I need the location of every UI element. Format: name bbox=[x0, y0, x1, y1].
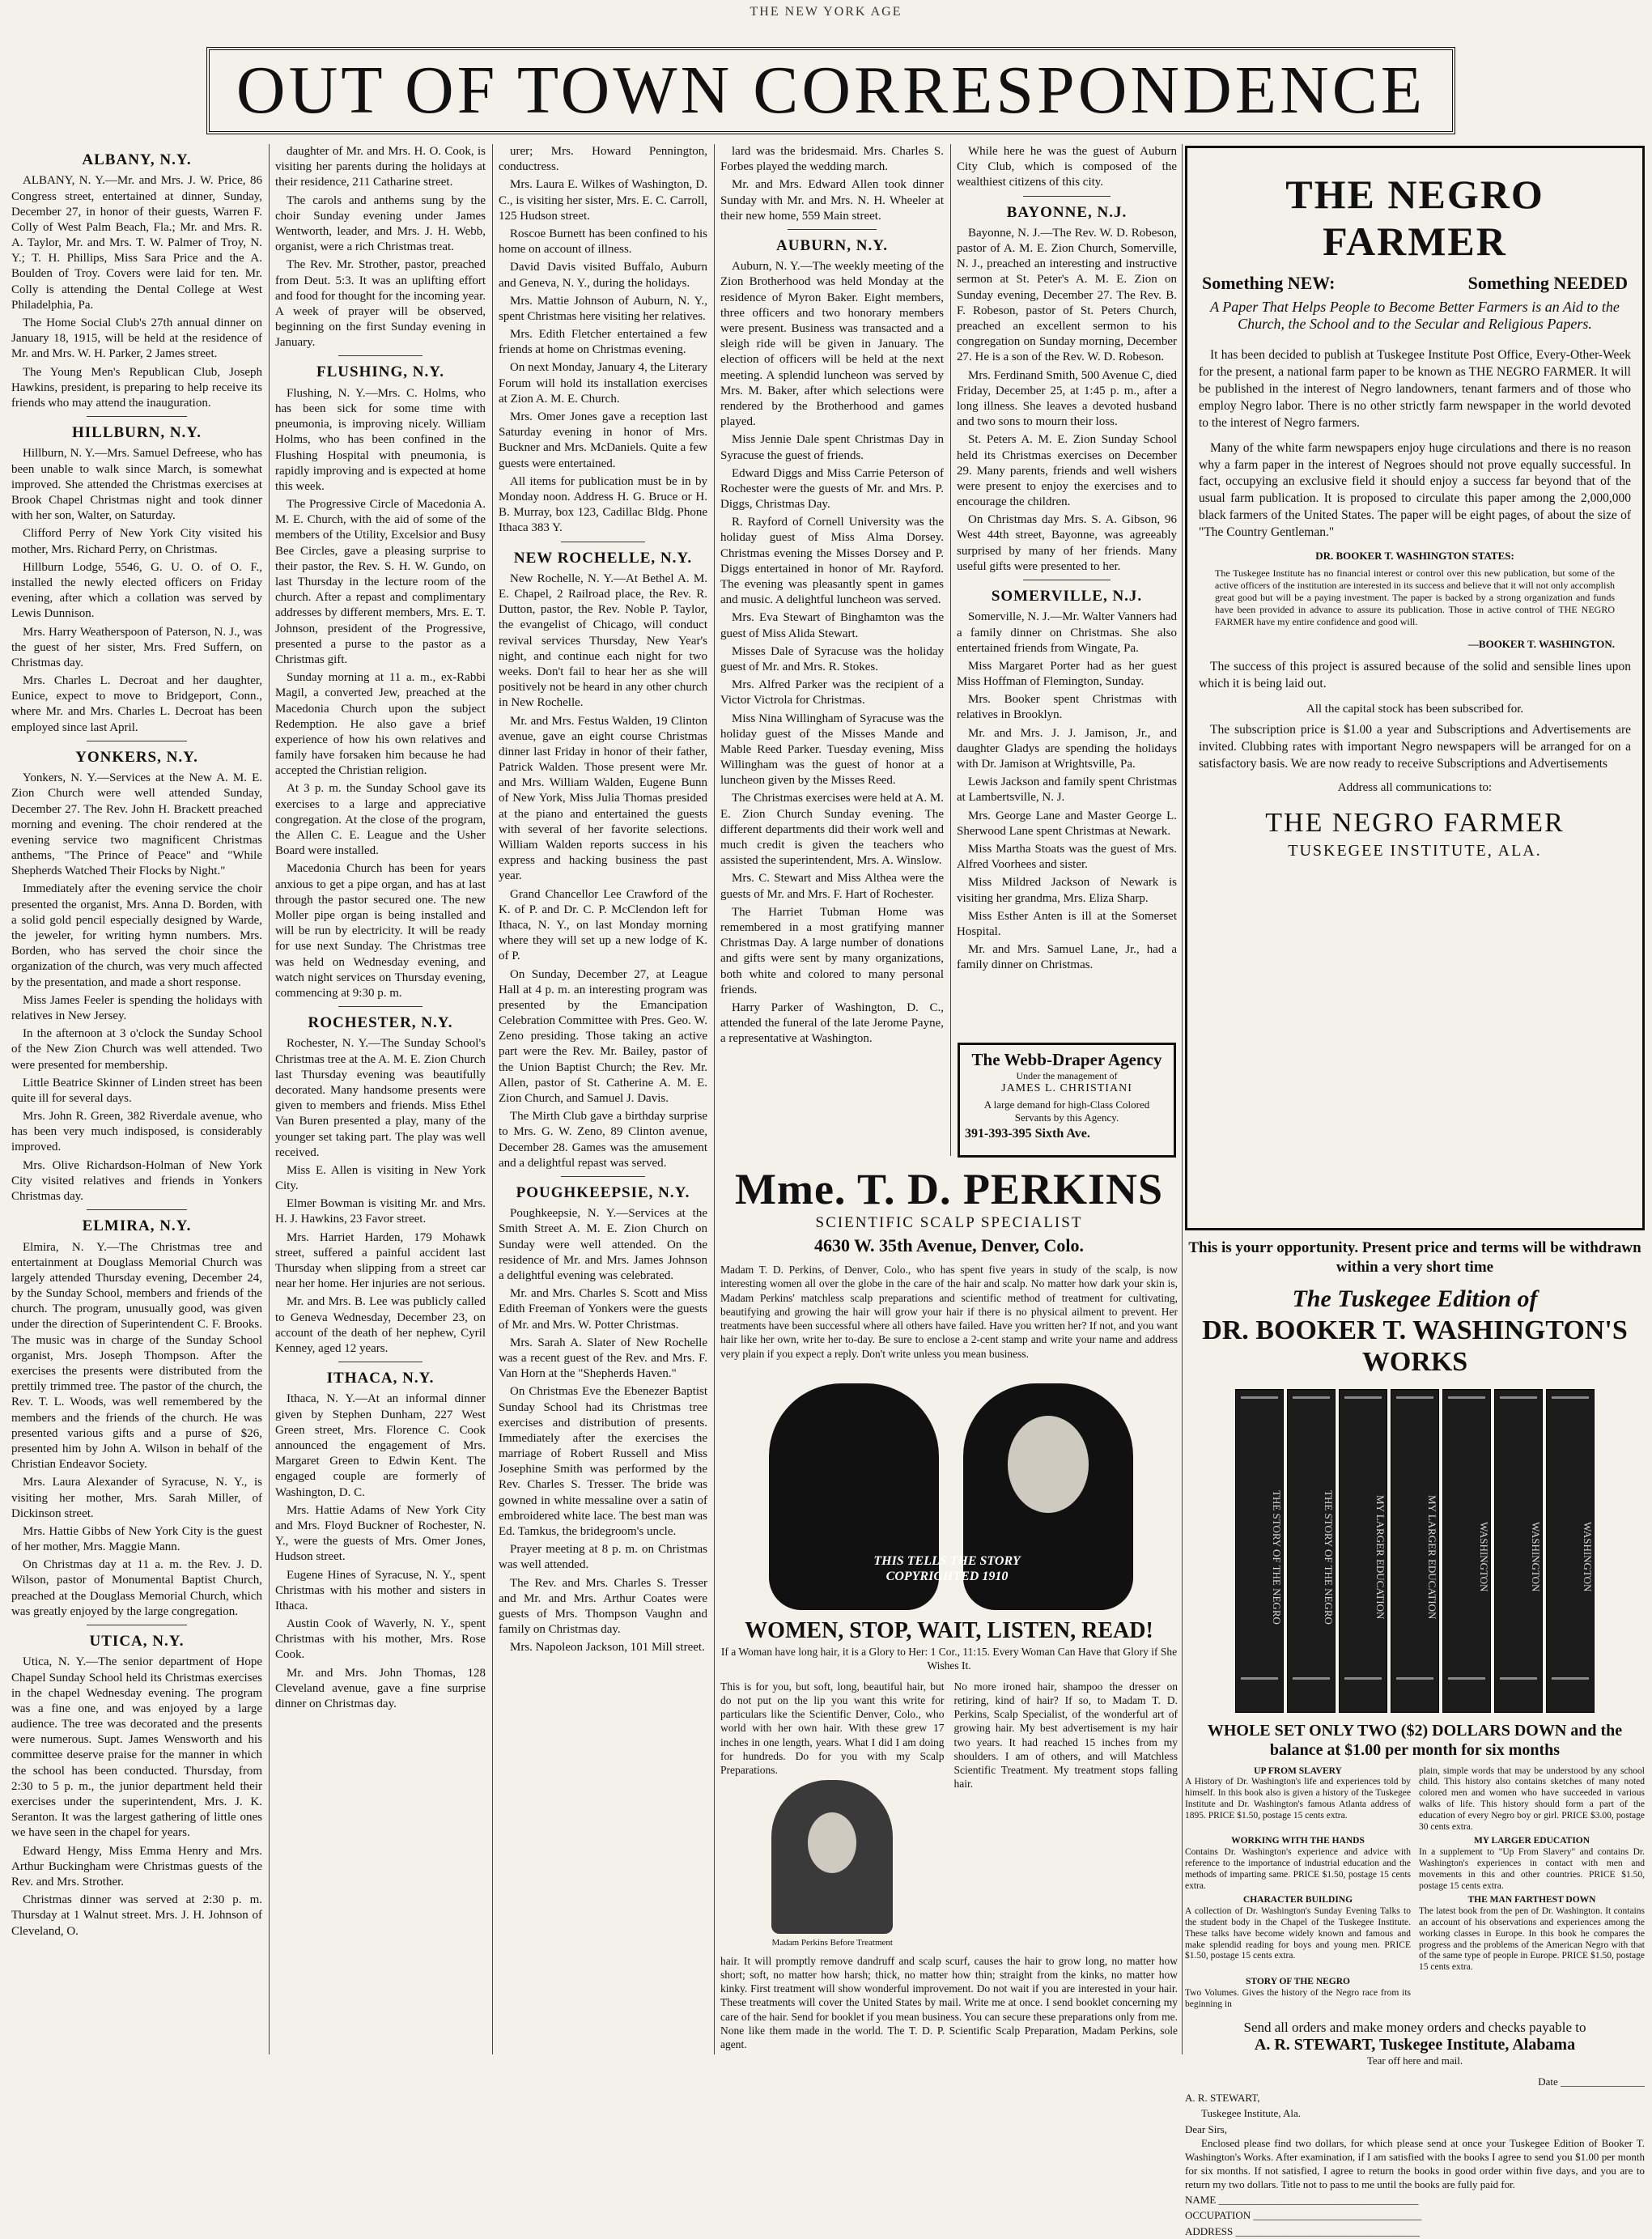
webb-body: A large demand for high-Class Colored Servants by this Agency. bbox=[983, 1098, 1150, 1124]
news-paragraph: Poughkeepsie, N. Y.—Services at the Smith Street A. M. E. Zion Church on Sunday were well attended. On the residence of Mr. and Mrs. James Johnson a delightful evening was celebrated. bbox=[499, 1207, 707, 1282]
washington-signature: —BOOKER T. WASHINGTON. bbox=[1467, 638, 1615, 651]
news-paragraph: The Mirth Club gave a birthday surprise to Mrs. G. W. Zeno, 89 Clinton avenue, December 28. Games was the amusement and a delightful repast was served. bbox=[499, 1110, 707, 1170]
news-paragraph: Rochester, N. Y.—The Sunday School's Christmas tree at the A. M. E. Zion Church last Thursday evening was beautifully decorated. Many handsome presents were given to members and friends. Miss Ethel Van Buren presented a play, many of the younger set taking part. The play was well received. bbox=[275, 1037, 486, 1159]
dateline: AUBURN, N.Y. bbox=[776, 236, 888, 254]
running-header: THE NEW YORK AGE bbox=[750, 5, 902, 19]
news-paragraph: ALBANY, N. Y.—Mr. and Mrs. J. W. Price, 86 Congress street, entertained at dinner, Sunday, December 27, in honor of their guests, Warren F. Colly of West Palm Beach, Fla.; Mr. and Mrs. R. A. Taylor, Mr. and Mrs. T. W. Palmer of Troy, N. Y.; T. H. Phillips, Miss Sara Price and the A. Boulden of Troy. Covers were laid for ten. Mr. Colly is attending the Dental College at West Philadelphia, Pa. bbox=[11, 174, 262, 312]
news-paragraph: Mr. and Mrs. Samuel Lane, Jr., had a family dinner on Christmas. bbox=[957, 943, 1177, 972]
address-label: Address all communications to: bbox=[1337, 781, 1493, 794]
news-paragraph: Mrs. Omer Jones gave a reception last Saturday evening in honor of Mrs. Buckner and Mrs. McDaniels. Quite a few guests were entertained. bbox=[499, 410, 707, 470]
news-paragraph: Misses Dale of Syracuse was the holiday guest of Mr. and Mrs. R. Stokes. bbox=[720, 644, 944, 673]
book-description bbox=[1185, 1977, 1411, 2010]
news-paragraph: Miss Mildred Jackson of Newark is visiting her grandma, Mrs. Eliza Sharp. bbox=[957, 876, 1177, 905]
dateline: BAYONNE, N.J. bbox=[1006, 203, 1128, 221]
news-paragraph: Bayonne, N. J.—The Rev. W. D. Robeson, pastor of A. M. E. Zion Church, Somerville, N. J., preached an interesting and instructive sermon at St. Peter's A. M. E. Zion on Sunday evening, December 27. The Rev. B. F. Robeson, pastor of St. Peters Church, preached an excellent sermon to his congregation on Sunday morning, December 27. He is a son of the Rev. W. D. Robeson. bbox=[957, 226, 1177, 364]
news-paragraph: Mrs. Edith Fletcher entertained a few friends at home on Christmas evening. bbox=[499, 328, 707, 357]
news-paragraph: Christmas dinner was served at 2:30 p. m. Thursday at 1 Walnut street. Mrs. J. H. Johnson of Cleveland, O. bbox=[11, 1893, 262, 1938]
book-description bbox=[1419, 1766, 1645, 1833]
washington-statement: The Tuskegee Institute has no financial interest or control over this new publication, but some of the active officers of the institution are interested in its success and believe that it will not only accomplish great good but will be a paying investment. The paper is backed by a strong organization and funds have been provided in advance to assure its publication. Those in active control of THE NEGRO FARMER have my entire confidence and good will. bbox=[1215, 567, 1615, 628]
news-paragraph: In the afternoon at 3 o'clock the Sunday School of the New Zion Church was well attended. Two were presented for membership. bbox=[11, 1027, 262, 1072]
column-rule bbox=[714, 144, 715, 2054]
news-paragraph: Mr. and Mrs. John Thomas, 128 Cleveland avenue, gave a fine surprise dinner on Christmas day. bbox=[275, 1666, 486, 1710]
perkins-intro: Madam T. D. Perkins, of Denver, Colo., who has spent five years in study of the scalp, is now interesting women all over the globe in the care of the hair and scalp. No matter how dark your skin is, Madam Perkins' matchless scalp preparations and scientific method of treatment for cultivating, beautifying and growing the hair will grow your hair if there is no physical ailment to prevent. Her treatments have been successful where all others have failed. Have you written her? If not, and you want hair like her own, write her to-day. Be sure to enclose a 2-cent stamp and write your name and address very plain if you expect a reply. Don't write unless you mean business. bbox=[720, 1264, 1178, 1360]
book-spine: WASHINGTON bbox=[1546, 1389, 1595, 1713]
dateline: FLUSHING, N.Y. bbox=[316, 363, 444, 381]
dateline: POUGHKEEPSIE, N.Y. bbox=[516, 1183, 690, 1201]
news-paragraph: lard was the bridesmaid. Mrs. Charles S. Forbes played the wedding march. bbox=[720, 145, 944, 174]
column-rule bbox=[1182, 144, 1183, 2054]
news-paragraph: Miss Esther Anten is ill at the Somerset Hospital. bbox=[957, 909, 1177, 938]
works-title: DR. BOOKER T. WASHINGTON'S WORKS bbox=[1202, 1315, 1628, 1377]
news-paragraph: Eugene Hines of Syracuse, N. Y., spent Christmas with his mother and sisters in Ithaca. bbox=[275, 1568, 486, 1612]
news-paragraph: On next Monday, January 4, the Literary Forum will hold its installation exercises at Zion A. M. E. Church. bbox=[499, 361, 707, 406]
payee-line: A. R. STEWART, Tuskegee Institute, Alabama bbox=[1254, 2036, 1576, 2054]
news-paragraph: Mrs. Alfred Parker was the recipient of a Victor Victrola for Christmas. bbox=[720, 678, 944, 707]
news-paragraph: Utica, N. Y.—The senior department of Hope Chapel Sunday School held its Christmas exercises in the chapel Wednesday evening. The program was a fine one, and was enjoyed by a large audience. The tree was decorated and the presents were numerous. Supt. James Wensworth and his committee deserve praise for the manner in which the school has been conducted. Thursday, from 2:30 to 5 p. m., the junior department held their exercises under the superintendent, Mrs. J. K. Seranton. It was the largest gathering of little ones we have seen in the chapel for years. bbox=[11, 1655, 262, 1840]
section-separator bbox=[788, 229, 877, 230]
news-paragraph: Mrs. Laura Alexander of Syracuse, N. Y., is visiting her mother, Mrs. Sarah Miller, of Dickinson street. bbox=[11, 1476, 262, 1520]
news-paragraph: Prayer meeting at 8 p. m. on Christmas was well attended. bbox=[499, 1543, 707, 1572]
news-paragraph: Mrs. Laura E. Wilkes of Washington, D. C., is visiting her sister, Mrs. E. C. Carroll, 125 Hudson street. bbox=[499, 178, 707, 223]
negro-farmer-title: THE NEGRO FARMER bbox=[1285, 172, 1544, 264]
book-spine: WASHINGTON bbox=[1494, 1389, 1543, 1713]
perkins-right-text: No more ironed hair, shampoo the dresser on retiring, kind of hair? If so, to Madam T. D. Perkins, Scalp Specialist, of the wonderful art of growing hair. My best advertisement is my hair two years. It had reached 15 inches from my shoulders. I am of others, and will Matchless Scientific Treatment. My treatment stops falling hair. bbox=[953, 1680, 1178, 1791]
news-paragraph: Mrs. Ferdinand Smith, 500 Avenue C, died Friday, December 25, at 1:45 p. m., after a long illness. She leaves a devoted husband and two sons to mourn their loss. bbox=[957, 368, 1177, 429]
webb-draper-agency-ad bbox=[958, 1043, 1176, 1158]
news-paragraph: The Rev. and Mrs. Charles S. Tresser and Mr. and Mrs. Arthur Coates were guests of Mrs. Thompson Vaughn and family on Christmas day. bbox=[499, 1576, 707, 1637]
column-rule bbox=[950, 144, 951, 1156]
news-column-4 bbox=[720, 144, 944, 1156]
news-column-2 bbox=[275, 144, 486, 2054]
dateline: NEW ROCHELLE, N.Y. bbox=[513, 549, 693, 567]
section-separator bbox=[338, 1006, 423, 1007]
news-paragraph: On Sunday, December 27, at League Hall at 4 p. m. an interesting program was presented by the Emancipation Celebration Committee with Pres. Geo. W. Zeno presiding. Those taking an active part were the Rev. Mr. Bailey, pastor of the Union Baptist Church; the Rev. Mr. Allen, pastor of St. Catherine A. M. E. Zion Church, and Samuel J. Davis. bbox=[499, 967, 707, 1105]
webb-address: 391-393-395 Sixth Ave. bbox=[965, 1127, 1090, 1141]
news-paragraph: Mr. and Mrs. J. J. Jamison, Jr., and daughter Gladys are spending the holidays with Dr. Jamison at Wrightsville, Pa. bbox=[957, 726, 1177, 771]
perkins-left-text: This is for you, but soft, long, beautiful hair, but do not put on the lip you want this write for particulars like the Scientific Denver, Colo., who world with her own hair. With these grew 17 inches in one length, years. What I did I am doing for hundreds. Do for you with my Scalp Preparations. Madam Perkins Before Treatment bbox=[720, 1680, 945, 1948]
news-paragraph: Flushing, N. Y.—Mrs. C. Holms, who has been sick for some time with pneumonia, is improving nicely. William Holms, who has been confined in the Flushing Hospital with pneumonia, is rapidly improving and is expected at home this week. bbox=[275, 386, 486, 493]
section-separator bbox=[561, 1176, 644, 1177]
news-paragraph: Mrs. Eva Stewart of Binghamton was the guest of Miss Alida Stewart. bbox=[720, 611, 944, 640]
book-title: WORKING WITH THE HANDS bbox=[1231, 1836, 1365, 1846]
book-spine: WASHINGTON bbox=[1442, 1389, 1491, 1713]
book-description bbox=[1419, 1895, 1645, 1973]
news-paragraph: Miss Nina Willingham of Syracuse was the holiday guest of the Misses Mande and Mable Reed Parker. Tuesday evening, Miss Willingham was the guest of honor at a luncheon given by the Misses Reed. bbox=[720, 712, 944, 788]
news-paragraph: R. Rayford of Cornell University was the holiday guest of Miss Alma Dorsey. Christmas evening the Misses Dorsey and P. Diggs entertained in honor of Mr. Rayford. The evening was pleasantly spent in games and music. A delightful luncheon was served. bbox=[720, 516, 944, 607]
washington-works-ad bbox=[1185, 1238, 1645, 2237]
news-paragraph: New Rochelle, N. Y.—At Bethel A. M. E. Chapel, 2 Railroad place, the Rev. R. Dutton, pastor, the Rev. Noble P. Taylor, the evangelist of Chicago, will conduct revival services Thursday, New Year's night, and continue each night for two weeks. Don't fail to hear her as she will positively not be heard in any other church in New Rochelle. bbox=[499, 571, 707, 710]
book-title: STORY OF THE NEGRO bbox=[1246, 1977, 1350, 1987]
send-orders-line: Send all orders and make money orders and checks payable to bbox=[1243, 2020, 1586, 2036]
news-paragraph: Austin Cook of Waverly, N. Y., spent Christmas with his mother, Mrs. Rose Cook. bbox=[275, 1617, 486, 1662]
book-title: CHARACTER BUILDING bbox=[1242, 1895, 1353, 1905]
news-paragraph: Yonkers, N. Y.—Services at the New A. M. E. Zion Church were well attended Sunday, December 27. The Rev. John H. Brackett preached morning and evening. The choir rendered at the evening service two magnificent Christmas anthems, "The Prince of Peace" and "While Shepherds Watched Their Flocks by Night." bbox=[11, 771, 262, 878]
negro-farmer-tagline: Something NEW: Something NEEDED bbox=[1202, 273, 1628, 293]
book-set-image bbox=[1185, 1389, 1645, 1713]
news-paragraph: Roscoe Burnett has been confined to his home on account of illness. bbox=[499, 227, 707, 257]
tear-off-line: Tear off here and mail. bbox=[1366, 2054, 1463, 2067]
dateline: ALBANY, N.Y. bbox=[82, 151, 192, 168]
dateline: ELMIRA, N.Y. bbox=[82, 1217, 192, 1235]
news-paragraph: On Christmas Eve the Ebenezer Baptist Sunday School had its Christmas tree exercises and distribution of presents. Immediately after the exercises the marriage of Robert Russell and Miss Josephine Smith was performed by the Rev. Charles S. Tresser. The bride was gowned in white messaline over a satin of embroidered white lace. The best man was Ed. Tamkus, the bridegroom's uncle. bbox=[499, 1385, 707, 1538]
news-paragraph: The carols and anthems sung by the choir Sunday evening under James Wentworth, leader, and Mrs. J. H. Webb, organist, were a rich Christmas treat. bbox=[275, 193, 486, 254]
book-title: MY LARGER EDUCATION bbox=[1473, 1836, 1590, 1846]
dateline: ITHACA, N.Y. bbox=[326, 1370, 435, 1387]
news-paragraph: St. Peters A. M. E. Zion Sunday School held its Christmas exercises on December 29. Many parents, friends and well wishers were present to enjoy the exercises and to encourage the children. bbox=[957, 433, 1177, 509]
news-paragraph: David Davis visited Buffalo, Auburn and Geneva, N. Y., during the holidays. bbox=[499, 261, 707, 290]
section-masthead: OUT OF TOWN CORRESPONDENCE bbox=[206, 47, 1455, 134]
section-separator bbox=[87, 416, 187, 417]
news-paragraph: Mrs. Harry Weatherspoon of Paterson, N. J., was the guest of her sister, Mrs. Fred Suffern, on Christmas day. bbox=[11, 625, 262, 669]
news-paragraph: Mr. and Mrs. B. Lee was publicly called to Geneva Wednesday, December 23, on account of the death of her nephew, Cyril Kenney, aged 12 years. bbox=[275, 1295, 486, 1355]
book-spine: THE STORY OF THE NEGRO bbox=[1235, 1389, 1284, 1713]
news-paragraph: While here he was the guest of Auburn City Club, which is composed of the wealthiest citizens of this city. bbox=[957, 145, 1177, 189]
form-occupation-field[interactable]: OCCUPATION ________________________________ bbox=[1185, 2209, 1422, 2222]
news-paragraph: Hillburn Lodge, 5546, G. U. O. of O. F., installed the newly elected officers on Friday evening, after which a collation was served by Lewis Dunnison. bbox=[11, 560, 262, 621]
book-description bbox=[1185, 1766, 1411, 1833]
news-paragraph: On Christmas day Mrs. S. A. Gibson, 96 West 44th street, Bayonne, was agreeably surprised by many of her friends. Many useful gifts were presented to her. bbox=[957, 513, 1177, 573]
book-description bbox=[1185, 1836, 1411, 1892]
news-paragraph: Mrs. George Lane and Master George L. Sherwood Lane spent Christmas at Newark. bbox=[957, 809, 1177, 838]
dateline: ROCHESTER, N.Y. bbox=[308, 1014, 453, 1032]
news-paragraph: urer; Mrs. Howard Pennington, conductress. bbox=[499, 145, 707, 174]
portrait-caption: Madam Perkins Before Treatment bbox=[771, 1938, 893, 1948]
book-descriptions bbox=[1185, 1766, 1645, 2011]
book-spine: THE STORY OF THE NEGRO bbox=[1287, 1389, 1336, 1713]
news-paragraph: Macedonia Church has been for years anxious to get a pipe organ, and has at last through the pastor secured one. The new Moller pipe organ is being installed and will be run by electricity. It will be ready for use next Sunday. The Christmas tree was held on Wednesday evening, and watch night services on Thursday evening, commencing at 9:30 p. m. bbox=[275, 862, 486, 1000]
negro-farmer-ad bbox=[1185, 146, 1645, 1230]
news-paragraph: All items for publication must be in by Monday noon. Address H. G. Bruce or H. B. Murray, box 123, Cadillac Bldg. Phone Ithaca 383 Y. bbox=[499, 474, 707, 535]
news-paragraph: Grand Chancellor Lee Crawford of the K. of P. and Dr. C. P. McClendon left for Ithaca, N. Y., on last Monday morning where they will set up a new lodge of K. of P. bbox=[499, 887, 707, 963]
negro-farmer-body: It has been decided to publish at Tuskegee Institute Post Office, Every-Other-Week for the present, a national farm paper to be known as THE NEGRO FARMER. It will be published in the interest of Negro landowners, tenant farmers and of those who employ Negro labor. There is no other strictly farm newspaper in the world devoted to the interest of Negro farmers. Many of the white farm newspapers enjoy huge circulations and there is no reason why a farm paper in the interest of Negroes should not prove equally successful. In fact, occupying an exclusive field it should enjoy a success far beyond that of the usual farm publication. It is proposed to circulate this paper among the 2,000,000 black farmers of the United States. The paper will be eight pages, of about the size of "The Country Gentleman." bbox=[1199, 348, 1631, 540]
perkins-footer-text: hair. It will promptly remove dandruff and scalp scurf, causes the hair to grow long, no matter how short; soft, no matter how harsh; thick, no matter how thin; straight from the kinks, no matter how kinky. First treatment will show wonderful improvement. Do not wait if you are interested in your hair. These treatments will cover the United States by mail. Write me at once. I send booklet concerning my care of the hair. Send for booklet if you mean business. You can secure these preparations only from me. None like them made in the world. The T. D. P. Scientific Scalp Preparation, Madam Perkins, sole agent. bbox=[720, 1954, 1178, 2051]
news-paragraph: Mrs. Mattie Johnson of Auburn, N. Y., spent Christmas here visiting her relatives. bbox=[499, 294, 707, 323]
news-paragraph: The Young Men's Republican Club, Joseph Hawkins, president, is preparing to help receive its friends who may attend the inauguration. bbox=[11, 365, 262, 410]
news-paragraph: Miss Martha Stoats was the guest of Mrs. Alfred Voorhees and sister. bbox=[957, 842, 1177, 872]
book-description bbox=[1185, 1895, 1411, 1973]
news-paragraph: Mrs. Charles L. Decroat and her daughter, Eunice, expect to move to Bridgeport, Conn., where Mr. and Mrs. Charles L. Decroat has been employed since last April. bbox=[11, 674, 262, 734]
negro-farmer-address-2: TUSKEGEE INSTITUTE, ALA. bbox=[1288, 842, 1542, 860]
opportunity-line: This is yourr opportunity. Present price and terms will be withdrawn within a very short time bbox=[1188, 1239, 1641, 1276]
book-description bbox=[1419, 1836, 1645, 1892]
news-paragraph: Miss Margaret Porter had as her guest Miss Hoffman of Flemington, Sunday. bbox=[957, 659, 1177, 689]
book-text: A History of Dr. Washington's life and experiences told by himself. In this book also is given a history of the Tuskegee Institute and Dr. Washington's famous Atlanta address of 1895. PRICE $1.50, postage 15 cents extra. bbox=[1185, 1777, 1411, 1821]
news-paragraph: The Rev. Mr. Strother, pastor, preached from Deut. 5:3. It was an uplifting effort and food for thought for the incoming year. A week of prayer will be observed, beginning on the first Sunday evening in January. bbox=[275, 258, 486, 350]
news-paragraph: The Christmas exercises were held at A. M. E. Zion Church Sunday evening. The different departments did their work well and much credit is given the teachers who assisted the superintendent, Mrs. A. Winslow. bbox=[720, 792, 945, 868]
webb-title: The Webb-Draper Agency bbox=[971, 1050, 1162, 1069]
dateline: HILLBURN, N.Y. bbox=[71, 424, 202, 442]
news-paragraph: Edward Diggs and Miss Carrie Peterson of Rochester were the guests of Mr. and Mrs. P. Diggs, Christmas Day. bbox=[720, 466, 944, 512]
book-text: A collection of Dr. Washington's Sunday Evening Talks to the student body in the Chapel of the Tuskegee Institute. These talks have become widely known and famous and make splendid reading for boys and young men. PRICE $1.50, postage 15 cents extra. bbox=[1185, 1906, 1411, 1961]
webb-under: Under the management of bbox=[1016, 1070, 1118, 1081]
form-date[interactable]: Date ________________ bbox=[1538, 2075, 1645, 2088]
perkins-subtitle: SCIENTIFIC SCALP SPECIALIST bbox=[815, 1214, 1083, 1231]
news-paragraph: Somerville, N. J.—Mr. Walter Vanners had a family dinner on Christmas. She also entertained friends from Wingate, Pa. bbox=[957, 610, 1177, 655]
news-paragraph: Ithaca, N. Y.—At an informal dinner given by Stephen Dunham, 227 West Green street, Mrs. Florence C. Cook announced the engagement of Mrs. Margaret Green to Edwin Kent. The engaged couple are formerly of Washington, D. C. bbox=[275, 1392, 486, 1499]
perkins-portrait-image bbox=[771, 1780, 893, 1934]
news-paragraph: Mrs. Sarah A. Slater of New Rochelle was a recent guest of the Rev. and Mrs. F. Van Horn at the "Shepherds Haven." bbox=[499, 1336, 707, 1381]
column-rule bbox=[492, 144, 493, 2054]
news-paragraph: Mrs. Hattie Gibbs of New York City is the guest of her mother, Mrs. Maggie Mann. bbox=[11, 1524, 262, 1554]
edition-line: The Tuskegee Edition of bbox=[1292, 1285, 1538, 1312]
negro-farmer-closing: The success of this project is assured because of the solid and sensible lines upon which it is being laid out. All the capital stock has been subscribed for. The subscription price is $1.00 a year and Subscriptions and Advertisements are invited. Clubbing rates with important Negro newspapers will be arranged for on a satisfactory basis. We are now ready to receive Subscriptions and Advertisements bbox=[1199, 660, 1631, 771]
book-title: THE MAN FARTHEST DOWN bbox=[1467, 1895, 1596, 1905]
perkins-hair-photos bbox=[720, 1367, 1178, 1610]
news-paragraph: The Progressive Circle of Macedonia A. M. E. Church, with the aid of some of the members of the Utility, Excelsior and Busy Bee Circles, gave a pleasing surprise to their pastor, the Rev. S. H. W. Gundo, on last Thursday in the lecture room of the church. After a repast and complimentary addresses by different members, Mrs. E. T. Johnson, president of the Progressive, presented a purse to the pastor as a Christmas gift. bbox=[275, 498, 486, 666]
book-spine: MY LARGER EDUCATION bbox=[1391, 1389, 1439, 1713]
news-paragraph: Little Beatrice Skinner of Linden street has been quite ill for several days. bbox=[11, 1076, 262, 1105]
news-paragraph: Mrs. Harriet Harden, 179 Mohawk street, suffered a painful accident last Thursday when slipping from a street car near her home. Her injuries are not serious. bbox=[275, 1230, 486, 1291]
negro-farmer-intro: A Paper That Helps People to Become Better Farmers is an Aid to the Church, the School and to the Secular and Religious Papers. bbox=[1210, 299, 1620, 332]
book-title: UP FROM SLAVERY bbox=[1254, 1765, 1342, 1776]
news-paragraph: Miss E. Allen is visiting in New York City. bbox=[275, 1163, 486, 1193]
dateline: YONKERS, N.Y. bbox=[75, 748, 198, 766]
news-paragraph: Clifford Perry of New York City visited his mother, Mrs. Richard Perry, on Christmas. bbox=[11, 527, 262, 556]
price-line: WHOLE SET ONLY TWO ($2) DOLLARS DOWN and the balance at $1.00 per month for six months bbox=[1207, 1721, 1623, 1759]
perkins-quote: If a Woman have long hair, it is a Glory to Her: 1 Cor., 11:15. Every Woman Can Have that Glory if She Wishes It. bbox=[720, 1645, 1178, 1672]
news-paragraph: Mrs. John R. Green, 382 Riverdale avenue, who has been very much indisposed, is considerably improved. bbox=[11, 1110, 262, 1154]
form-name-field[interactable]: NAME ______________________________________ bbox=[1185, 2193, 1419, 2206]
news-paragraph: daughter of Mr. and Mrs. H. O. Cook, is visiting her parents during the holidays at their residence, 211 Catharine street. bbox=[275, 145, 486, 189]
news-paragraph: The Home Social Club's 27th annual dinner on January 18, 1915, will be held at the residence of Mr. and Mrs. W. H. Parker, 2 James street. bbox=[11, 317, 262, 361]
order-form: Date ________________ A. R. STEWART, Tuskegee Institute, Ala. Dear Sirs, Enclosed please find two dollars, for which please send at once your Tuskegee Edition of Booker T. Washington's Works. After examination, if I am satisfied with the books I agree to send you $1.00 per month for six months. If not satisfied, I agree to return the books in good order within five days, and you are to return my two dollars. Title not to pass to me until the books are fully paid for. NAME ______________________________________ OCCUPATION ________________________________ ADDRESS ___________________________________ bbox=[1185, 2074, 1645, 2239]
news-paragraph: Edward Hengy, Miss Emma Henry and Mrs. Arthur Buckingham were Christmas guests of the Rev. and Mrs. Strother. bbox=[11, 1844, 262, 1888]
news-paragraph: Lewis Jackson and family spent Christmas at Lambertsville, N. J. bbox=[957, 775, 1177, 805]
news-paragraph: Hillburn, N. Y.—Mrs. Samuel Defreese, who has been unable to walk since March, is somewhat improved. She attended the Christmas exercises at Brook Chapel Christmas night and took dinner with her son, Walter, on Saturday. bbox=[11, 447, 262, 523]
news-paragraph: Mr. and Mrs. Charles S. Scott and Miss Edith Freeman of Yonkers were the guests of Mr. and Mrs. W. Potter Christmas. bbox=[499, 1287, 707, 1332]
book-text: In a supplement to "Up From Slavery" and contains Dr. Washington's experiences in contact with men and movements in this and other countries. PRICE $1.50, postage 15 cents extra. bbox=[1419, 1847, 1645, 1891]
book-text: plain, simple words that may be understood by any school child. This history also contains sketches of many noted colored men and women who have succeeded in various walks of life. This history should form a part of the education of every Negro boy or girl. PRICE $3.00, postage 30 cents extra. bbox=[1419, 1765, 1645, 1832]
news-paragraph: Sunday morning at 11 a. m., ex-Rabbi Magil, a converted Jew, preached at the Macedonia Church upon the subject Redemption. He also gave a brief experience of how his own relatives and family have forsaken him because he had accepted the Christian religion. bbox=[275, 671, 486, 778]
news-paragraph: Mrs. Olive Richardson-Holman of New York City visited relatives and friends in Yonkers Christmas day. bbox=[11, 1158, 262, 1203]
news-paragraph: The Harriet Tubman Home was remembered in a most gratifying manner Christmas Day. A large number of donations and gifts were sent by many organizations, both white and colored to many personal friends. bbox=[720, 905, 944, 996]
perkins-body-columns bbox=[720, 1680, 1178, 1949]
statement-head: DR. BOOKER T. WASHINGTON STATES: bbox=[1315, 550, 1514, 563]
perkins-name: Mme. T. D. PERKINS bbox=[735, 1165, 1163, 1213]
news-paragraph: At 3 p. m. the Sunday School gave its exercises to a large and appreciative congregation. At the close of the program, the Allen C. E. League and the Usher Board were installed. bbox=[275, 782, 486, 858]
section-separator bbox=[338, 355, 423, 356]
book-spine: MY LARGER EDUCATION bbox=[1339, 1389, 1387, 1713]
webb-manager: JAMES L. CHRISTIANI bbox=[1001, 1082, 1132, 1094]
news-paragraph: Mrs. Hattie Adams of New York City and Mrs. Floyd Buckner of Rochester, N. Y., were the guests of Mrs. Omer Jones, Hudson street. bbox=[275, 1503, 486, 1564]
form-address-field[interactable]: ADDRESS ___________________________________ bbox=[1185, 2224, 1420, 2237]
news-paragraph: Elmer Bowman is visiting Mr. and Mrs. H. J. Hawkins, 23 Favor street. bbox=[275, 1197, 486, 1226]
news-paragraph: Mrs. Napoleon Jackson, 101 Mill street. bbox=[510, 1641, 705, 1655]
section-separator bbox=[87, 1209, 187, 1210]
news-paragraph: Harry Parker of Washington, D. C., attended the funeral of the late Jerome Payne, a representative at Washington. bbox=[720, 1001, 944, 1046]
perkins-address: 4630 W. 35th Avenue, Denver, Colo. bbox=[813, 1235, 1085, 1255]
news-paragraph: Mr. and Mrs. Festus Walden, 19 Clinton avenue, gave an eight course Christmas dinner last Friday in honor of their father, Patrick Walden. Those present were Mr. and Mrs. William Walden, Eugene Bunn of New York, Miss Julia Thomas presided at the piano and entertained the guests with several of her favorite selections. William Walden reports success in his express and hacking business the past year. bbox=[499, 714, 707, 883]
news-paragraph: Mrs. C. Stewart and Miss Althea were the guests of Mr. and Mrs. F. Hart of Rochester. bbox=[720, 872, 944, 901]
book-text: Contains Dr. Washington's experience and advice with reference to the importance of industrial education and the methods of imparting same. PRICE $1.50, postage 15 cents extra. bbox=[1185, 1847, 1411, 1891]
news-paragraph: Elmira, N. Y.—The Christmas tree and entertainment at Douglass Memorial Church was largely attended Thursday evening, December 24, by the Sunday School, members and friends of the church. The program, unusually good, was given under the direction of Superintendent C. F. Brooks. The music was in charge of the Sunday School organist, Mrs. Joseph Thompson. After the exercises the presents were distributed from the prettily trimmed tree. The pastor of the church, the Rev. T. L. Woods, was well remembered by the members and the friends of the church. He was presented various gifts and a purse of $26, presented him by John A. Wilson in behalf of the Christian Endeavor Society. bbox=[11, 1240, 262, 1472]
news-column-1 bbox=[11, 144, 262, 2054]
negro-farmer-address-1: THE NEGRO FARMER bbox=[1265, 808, 1565, 838]
section-separator bbox=[1023, 196, 1111, 197]
news-paragraph: Immediately after the evening service the choir presented the organist, Mrs. Anna D. Borden, with a solid gold pencil especially designed by Warde, the jeweler, for writing hymn numbers. Mrs. Borden, who has served the choir since the organization of the church, was very much affected by the presentation, and made a short response. bbox=[11, 882, 262, 989]
book-text: Two Volumes. Gives the history of the Negro race from its beginning in bbox=[1185, 1987, 1411, 2009]
dateline: UTICA, N.Y. bbox=[89, 1633, 185, 1650]
news-column-3 bbox=[499, 144, 707, 2054]
news-paragraph: Mr. and Mrs. Edward Allen took dinner Sunday with Mr. and Mrs. N. H. Wheeler at their new home, 559 Main street. bbox=[720, 178, 944, 223]
photo-caption: THIS TELLS THE STORY COPYRIGHTED 1910 bbox=[873, 1553, 1021, 1584]
perkins-scalp-ad bbox=[720, 1162, 1178, 2056]
perkins-headline: WOMEN, STOP, WAIT, LISTEN, READ! bbox=[745, 1617, 1153, 1643]
news-paragraph: Miss Jennie Dale spent Christmas Day in Syracuse the guest of friends. bbox=[720, 433, 944, 462]
news-paragraph: On Christmas day at 11 a. m. the Rev. J. D. Wilson, pastor of Monumental Baptist Church, preached at the Douglass Memorial Church, which was greatly enjoyed by the large congregation. bbox=[11, 1558, 262, 1618]
news-column-5 bbox=[957, 144, 1177, 1035]
news-paragraph: Auburn, N. Y.—The weekly meeting of the Zion Brotherhood was held Monday at the residence of Myron Baker. Eight members, three officers and two honorary members were present. Business was transacted and a sleigh ride will be given in January. The election of officers will be held at the next meeting. A splendid luncheon was served by Mrs. M. Baker, after which selections were rendered by the Brotherhood and games played. bbox=[720, 260, 944, 429]
news-paragraph: Mrs. Booker spent Christmas with relatives in Brooklyn. bbox=[957, 693, 1177, 722]
column-rule bbox=[269, 144, 270, 2054]
book-text: The latest book from the pen of Dr. Washington. It contains an account of his observations and experiences among the working classes in Europe. In this book he compares the progress and the problems of the American Negro with that of the same type of people in Europe. PRICE $1.50, postage 15 cents extra. bbox=[1419, 1906, 1645, 1973]
dateline: SOMERVILLE, N.J. bbox=[991, 588, 1143, 605]
news-paragraph: Miss James Feeler is spending the holidays with relatives in New Jersey. bbox=[11, 993, 262, 1022]
